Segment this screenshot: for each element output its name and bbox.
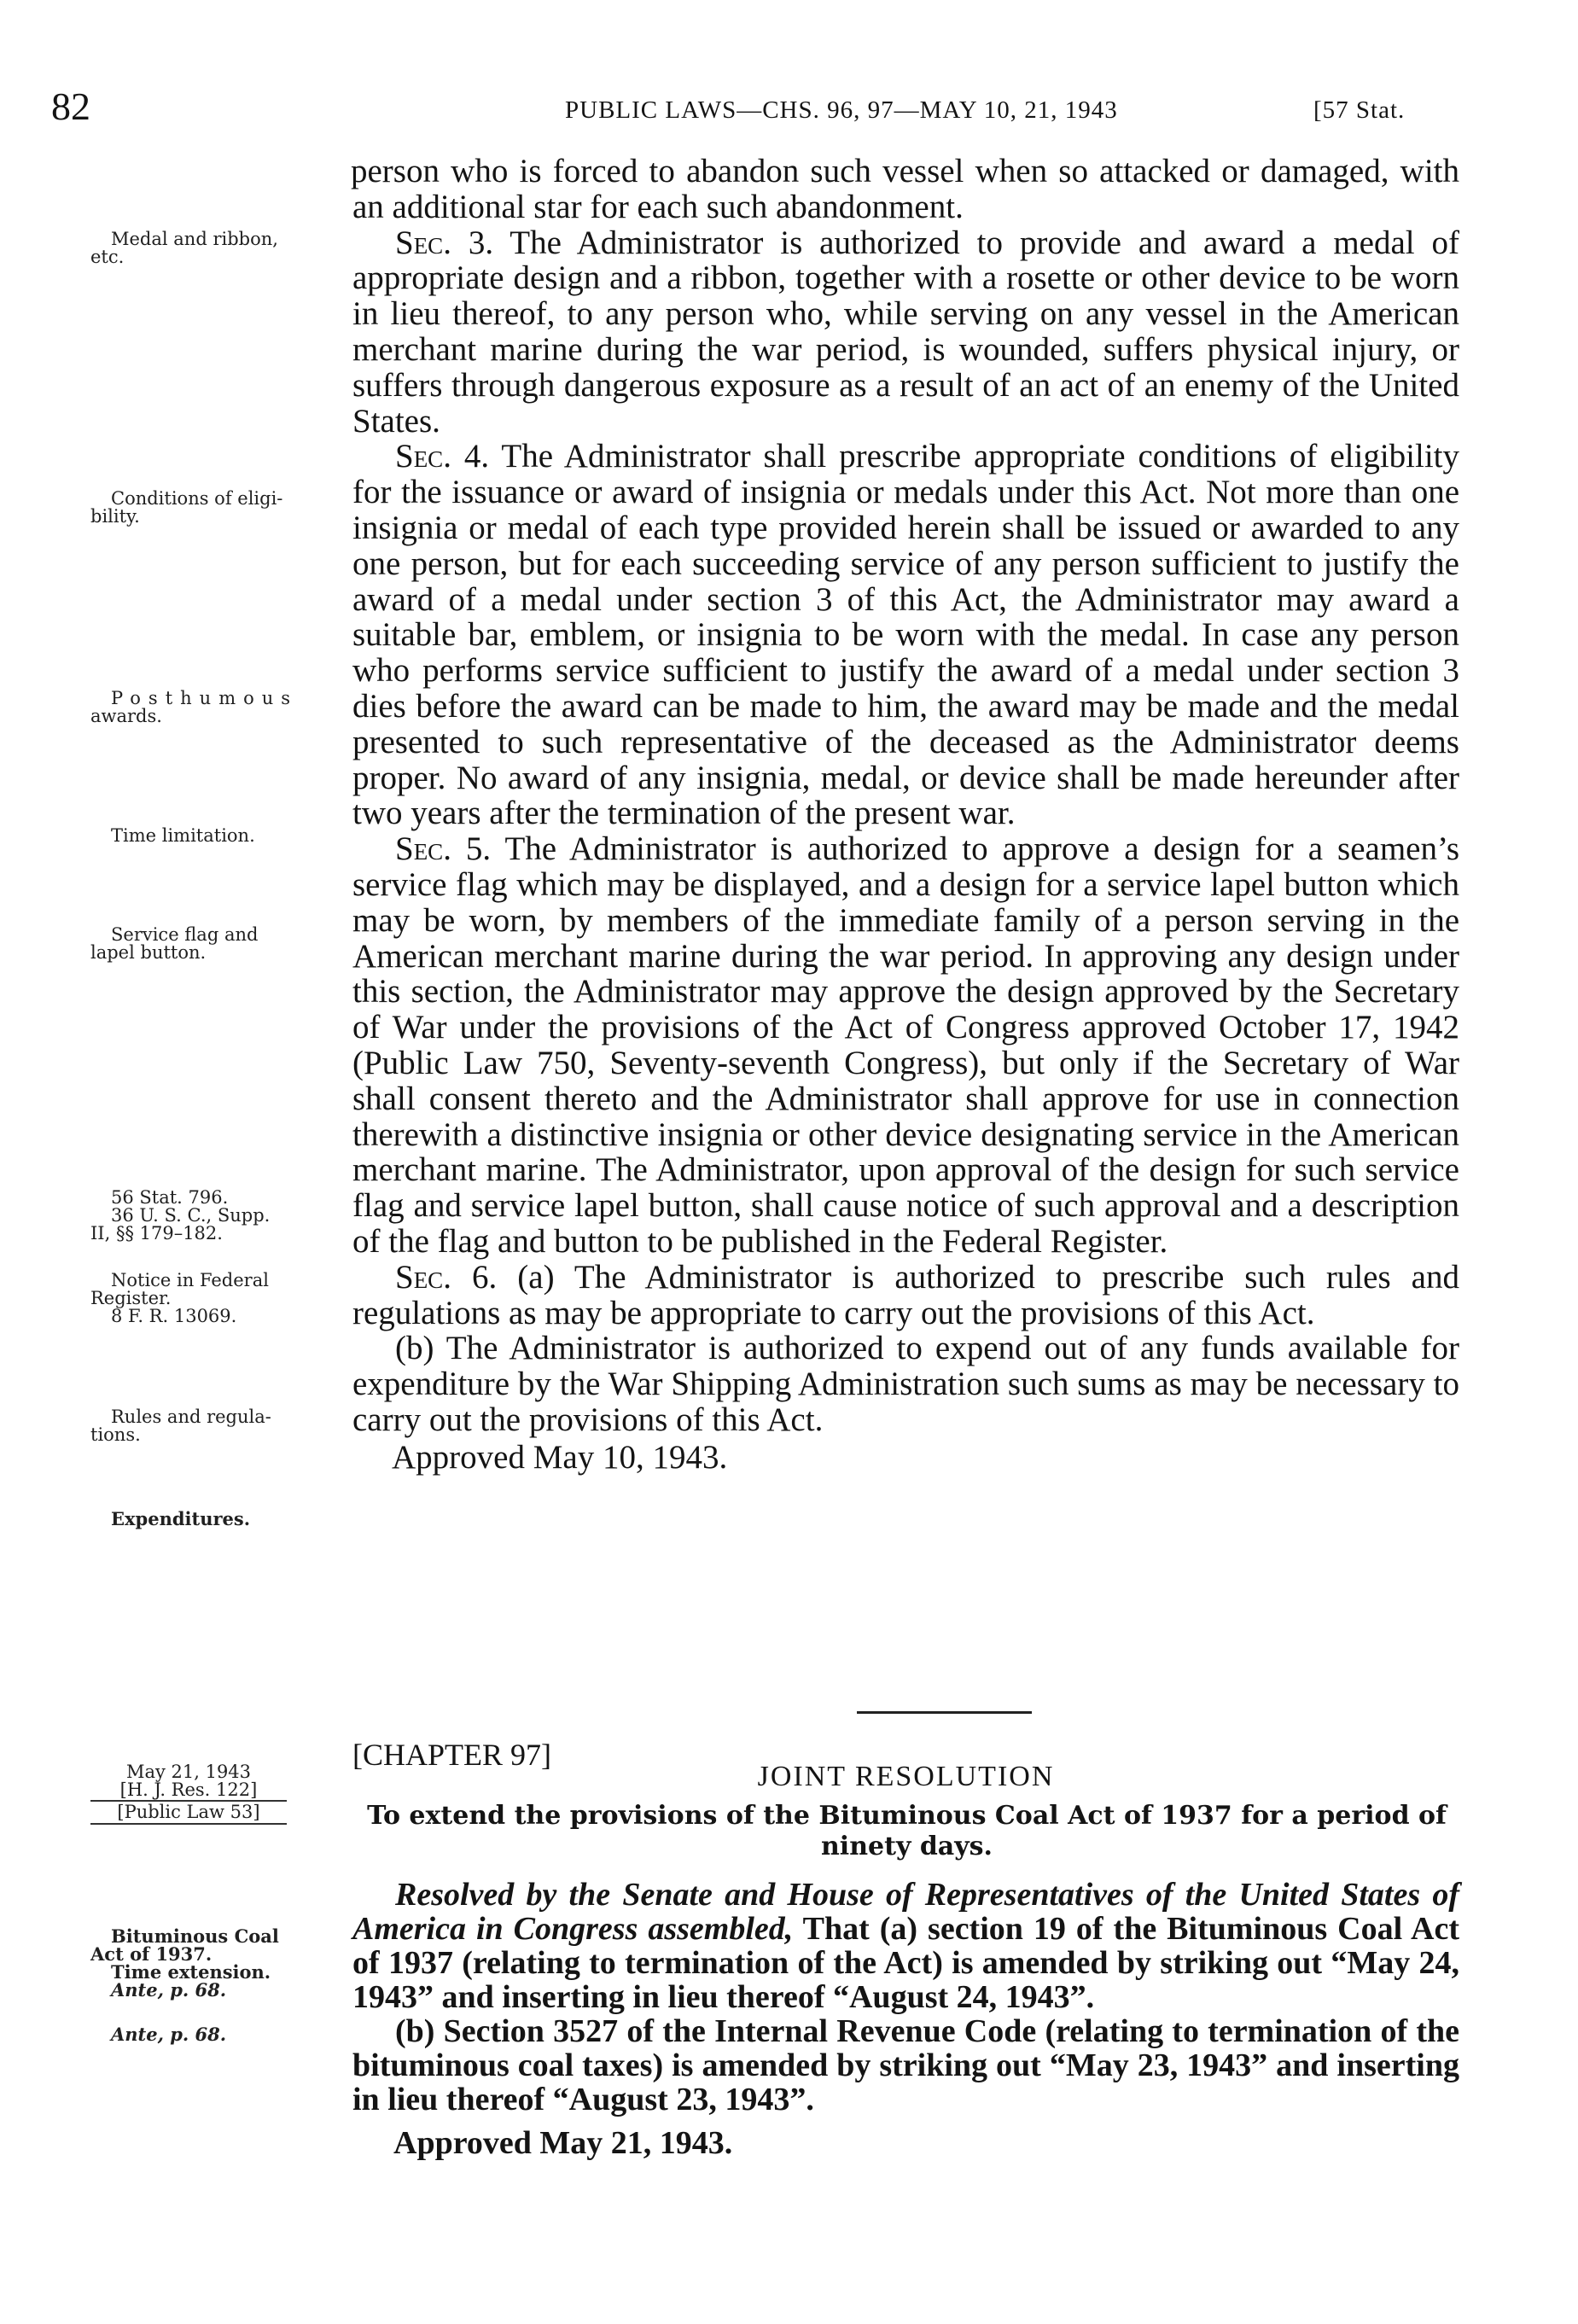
margin-note-conditions xyxy=(90,490,338,526)
resolution-clause xyxy=(352,1878,1459,2014)
chapter-96-body xyxy=(352,154,1459,1477)
page-number: 82 xyxy=(51,84,90,128)
margin-note-line: Posthumous xyxy=(111,688,299,708)
margin-note-expenditures xyxy=(90,1510,338,1528)
resolution-para-b xyxy=(352,2014,1459,2117)
section-6a-text: (a) The Administrator is authorized to prescribe such rules and regulations as may be appropriate to carry out the provisions of this Act. xyxy=(352,1258,1459,1331)
margin-note-line: 36 U. S. C., Supp. xyxy=(111,1205,271,1226)
section-4-label: Sec. 4. xyxy=(395,438,490,475)
continued-paragraph xyxy=(352,154,1459,225)
section-3-text: The Administrator is authorized to provide and award a medal of appropriate design and a ribbon, together with a rosette or other device to be worn in lieu thereof, to any person who, while serving on any vessel in the American merchant marine during the war period, is wounded, suffers physical injury, or suffers through dangerous exposure as a result of an act of an enemy of the United States. xyxy=(352,224,1459,440)
margin-note-line: Service flag and xyxy=(111,924,259,945)
margin-note-public-law: [Public Law 53] xyxy=(90,1800,287,1825)
section-5 xyxy=(352,831,1459,1260)
margin-note-line: etc. xyxy=(90,247,125,267)
margin-note-line: lapel button. xyxy=(90,942,207,963)
margin-note-line: Time extension. xyxy=(111,1961,271,1983)
margin-note-time-limitation xyxy=(90,827,338,845)
margin-note-medal xyxy=(90,230,338,266)
margin-notes xyxy=(90,0,338,2324)
margin-note-bituminous xyxy=(90,1927,338,1999)
margin-note-service-flag xyxy=(90,926,338,962)
margin-note-line: Expenditures. xyxy=(111,1508,251,1529)
margin-note-line: bility. xyxy=(90,506,140,527)
enacting-clause: Resolved by the Senate and House of Representatives of the United States of America in Congress assembled, xyxy=(352,1877,1459,1947)
section-5-text: The Administrator is authorized to approve a design for a seamen’s service flag which may be displayed, and a design for a service lapel button which may be worn, by members of the immediate family of a person serving in the American merchant marine during the war period. In approving any design under this section, the Administrator may approve the design approved by the Secretary of War under the provisions of the Act of Congress approved October 17, 1942 (Public Law 750, Seventy-seventh Congress), but only if the Secretary of War shall consent thereto and the Administrator shall approve for use in connection therewith a distinctive insignia or other device designating service in the American merchant marine. The Administrator, upon approval of the design for such service flag and service lapel button, shall cause notice of such approval and a description of the flag and button to be published in the Federal Register. xyxy=(352,830,1460,1260)
section-6-label: Sec. 6. xyxy=(395,1258,498,1296)
section-5-label: Sec. 5. xyxy=(395,830,492,868)
margin-note-hjres: [H. J. Res. 122] xyxy=(119,1779,258,1800)
margin-note-rules xyxy=(90,1408,338,1444)
margin-note-line: Notice in Federal xyxy=(111,1270,269,1290)
section-3 xyxy=(352,225,1459,440)
section-6b-text: (b) The Administrator is authorized to expend out of any funds available for expenditure by the War Shipping Administration such sums as may be necessary to carry out the provisions of this Act. xyxy=(352,1330,1459,1438)
margin-note-ante xyxy=(90,2025,338,2043)
margin-note-citation xyxy=(90,1189,338,1243)
section-4 xyxy=(352,439,1459,831)
margin-note-enactment xyxy=(90,1763,287,1825)
margin-note-line: Ante, p. 68. xyxy=(111,2024,227,2045)
resolution-purpose: To extend the provisions of the Bituminous Coal Act of 1937 for a period of ninety days. xyxy=(367,1801,1447,1861)
section-4-text: The Administrator shall prescribe appropriate conditions of eligibility for the issuance or award of insignia or medals under this Act. Not more than one insignia or medal of each type provided herein shall be issued or awarded to any one person, but for each succeeding service of any person sufficient to justify the award of a medal under section 3 of this Act, the Administrator may award a suitable bar, emblem, or insignia to be worn with the medal. In case any person who performs service sufficient to justify the award of a medal under section 3 dies before the award can be made to him, the award may be made and the medal presented to such representative of the deceased as the Administrator deems proper. No award of any insignia, medal, or device shall be made hereunder after two years after the termination of the present war. xyxy=(352,438,1460,832)
running-head: PUBLIC LAWS—CHS. 96, 97—MAY 10, 21, 1943 xyxy=(565,96,1118,124)
margin-note-line: 56 Stat. 796. xyxy=(111,1187,229,1208)
margin-note-line: 8 F. R. 13069. xyxy=(111,1306,237,1326)
section-3-label: Sec. 3. xyxy=(395,224,494,261)
chapter-divider-rule xyxy=(857,1711,1032,1714)
resolution-para-b-text: (b) Section 3527 of the Internal Revenue Code (relating to termination of the bituminous coal taxes) is amended by striking out “May 23, 1943” and inserting in lieu thereof “August 23, 1943”. xyxy=(352,2013,1459,2117)
approved-date-ch97: Approved May 21, 1943. xyxy=(393,2125,733,2161)
margin-note-line: Act of 1937. xyxy=(90,1943,213,1965)
section-6a xyxy=(352,1260,1459,1331)
approved-date-ch96: Approved May 10, 1943. xyxy=(392,1438,728,1476)
margin-note-line: tions. xyxy=(90,1424,141,1445)
margin-note-line: Time limitation. xyxy=(111,825,255,846)
resolution-body xyxy=(352,1878,1459,2163)
margin-note-line: awards. xyxy=(90,706,162,726)
volume-reference: [57 Stat. xyxy=(1313,96,1406,124)
joint-resolution-title: JOINT RESOLUTION xyxy=(757,1761,1055,1792)
section-6b xyxy=(352,1331,1459,1437)
continued-paragraph-text: person who is forced to abandon such vessel when so attacked or damaged, with an additional star for each such abandonment. xyxy=(351,153,1459,225)
margin-note-line: Bituminous Coal xyxy=(111,1925,279,1947)
margin-note-federal-register xyxy=(90,1272,338,1325)
margin-note-line: Medal and ribbon, xyxy=(111,229,278,249)
margin-note-line: II, §§ 179–182. xyxy=(90,1223,223,1244)
margin-note-line: Register. xyxy=(90,1288,172,1308)
margin-note-line: Conditions of eligi- xyxy=(111,488,283,509)
resolution-clause-text: That (a) section 19 of the Bituminous Coal Act of 1937 (relating to termination of the Act) is amended by striking out “May 24, 1943” and inserting in lieu thereof “August 24, 1943”. xyxy=(352,1911,1459,2015)
margin-note-date: May 21, 1943 xyxy=(125,1762,252,1782)
margin-note-posthumous xyxy=(90,690,338,725)
margin-note-line: Rules and regula- xyxy=(111,1407,271,1427)
margin-note-line: Ante, p. 68. xyxy=(111,1979,227,2001)
chapter-heading: [CHAPTER 97] xyxy=(352,1738,551,1772)
